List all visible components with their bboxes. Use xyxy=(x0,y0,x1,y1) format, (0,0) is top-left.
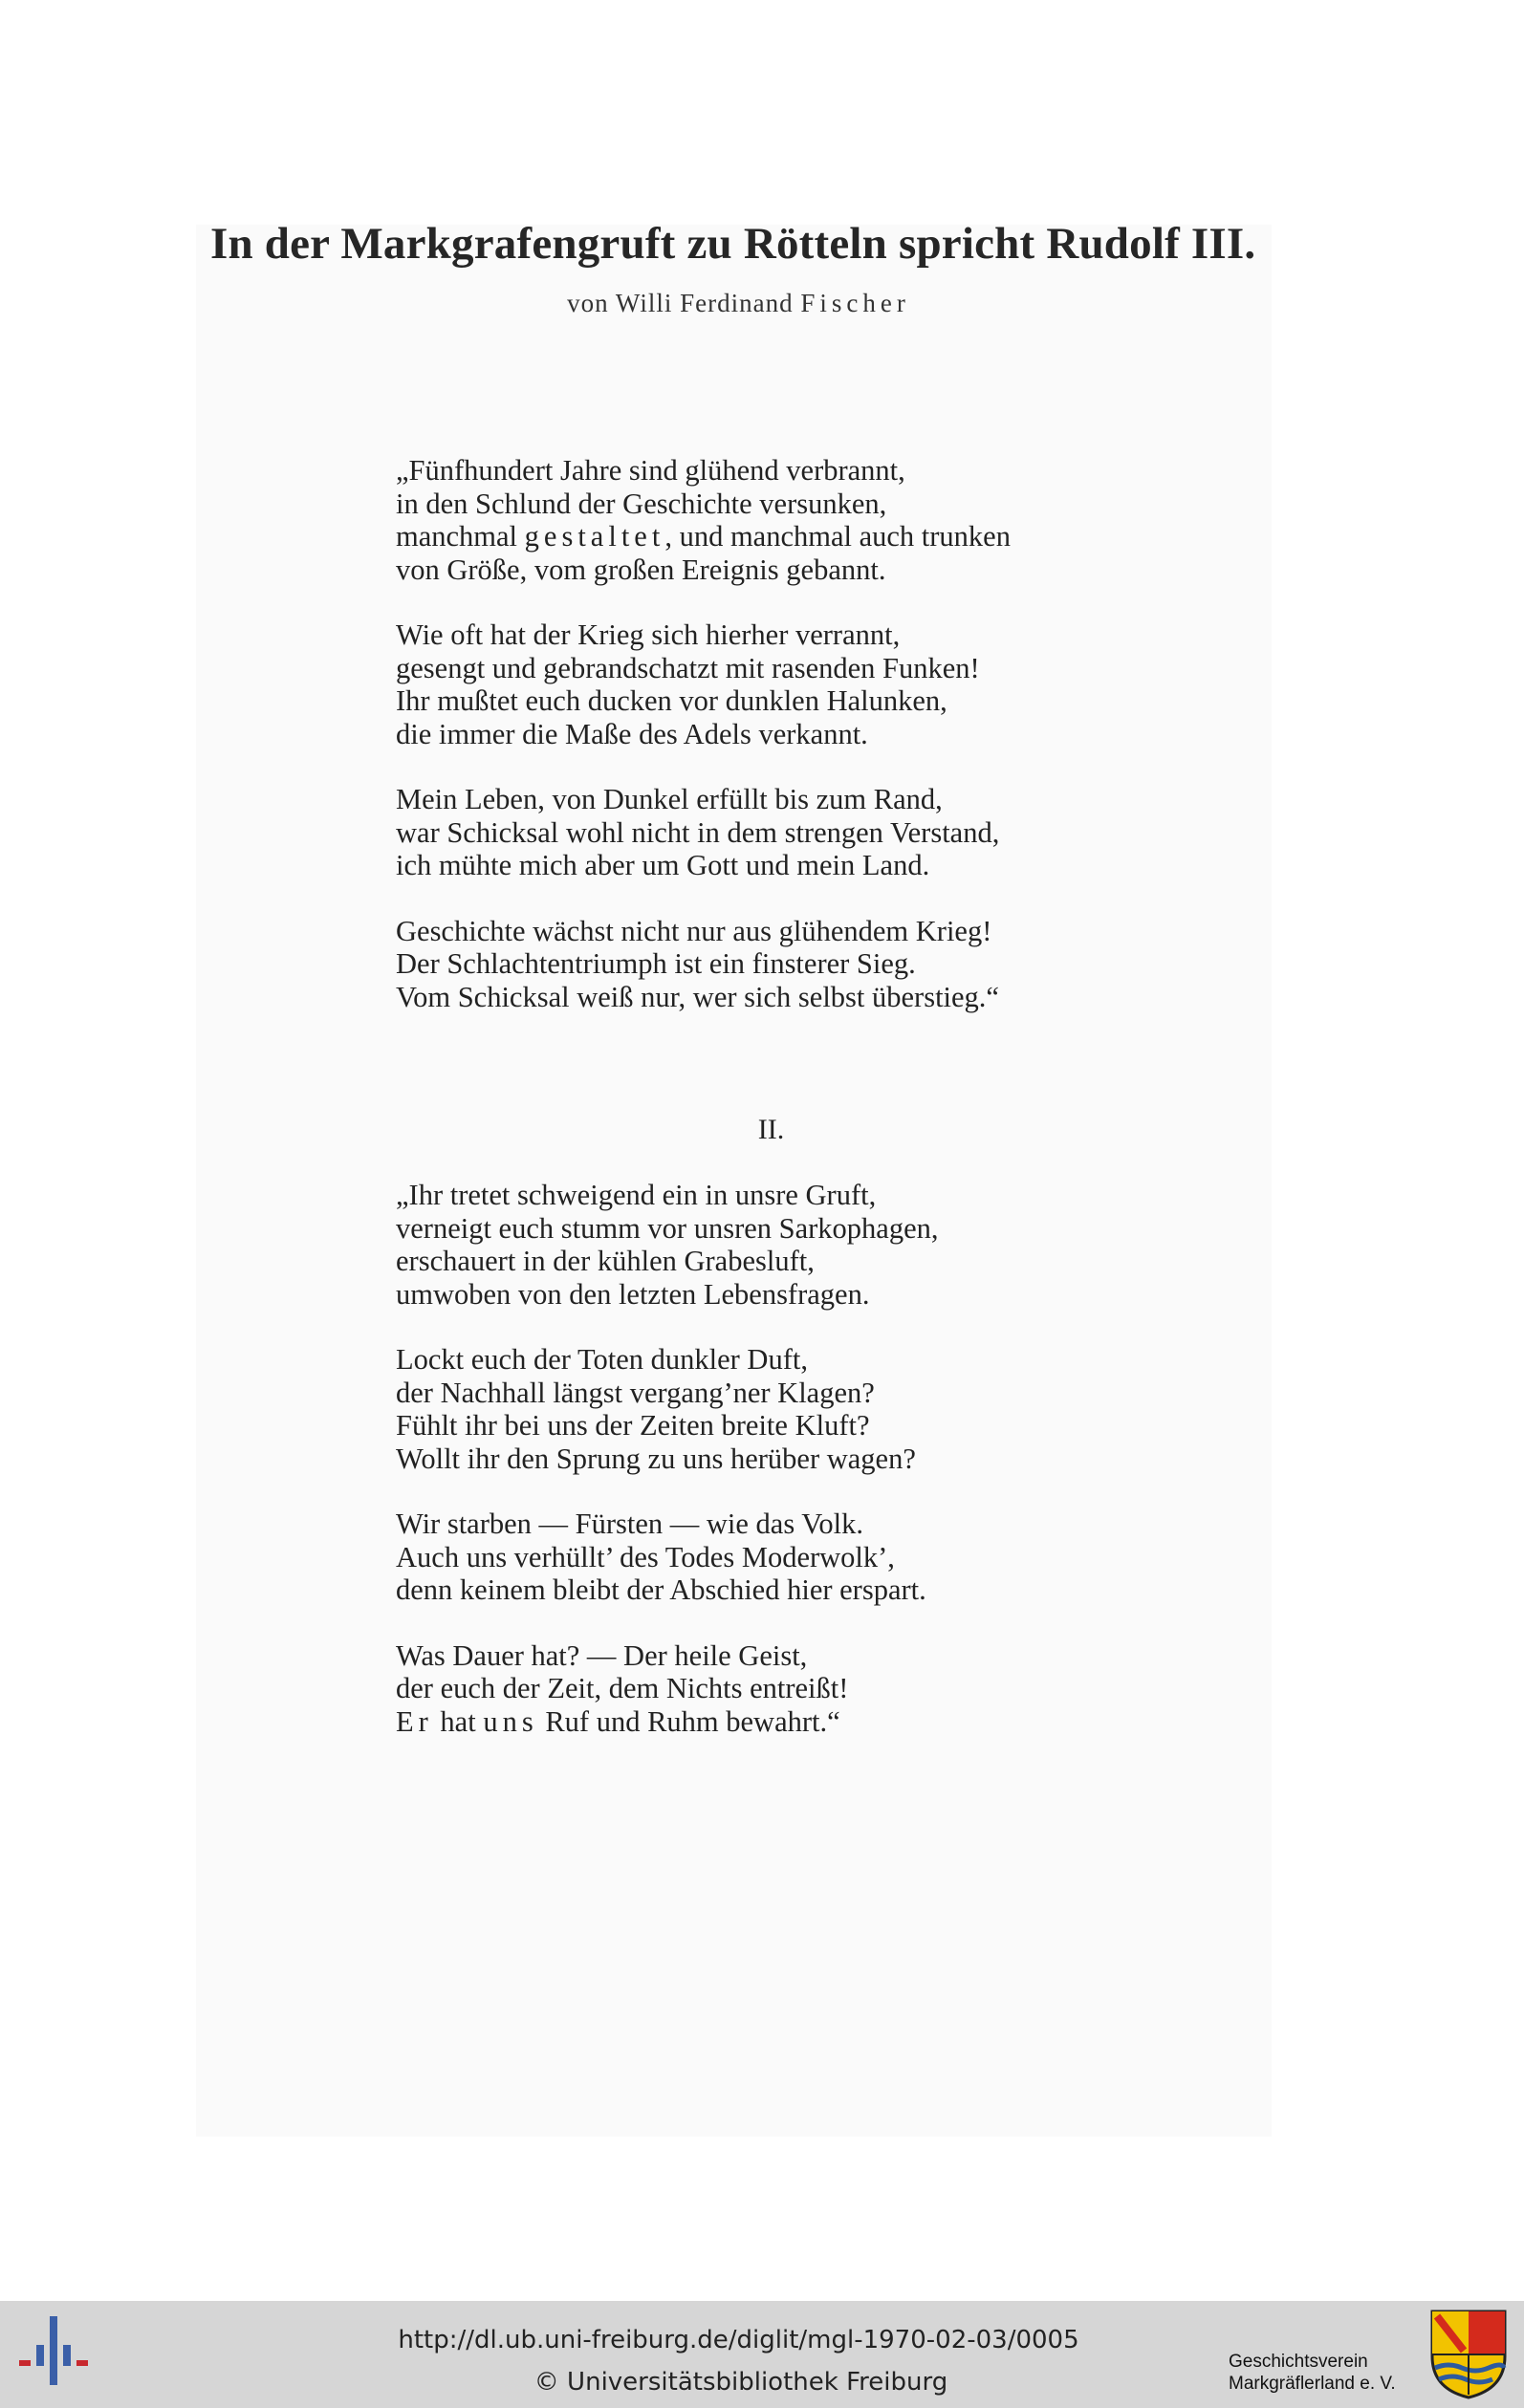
line-text: Der Schlachtentriumph ist ein finsterer Sieg. xyxy=(396,947,916,980)
line-text: „Fünfhundert Jahre sind glühend verbrannt, xyxy=(396,454,905,487)
line-text: Geschichte wächst nicht nur aus glühendem Krieg! xyxy=(396,914,992,947)
footer-bar xyxy=(0,2301,1524,2408)
poem-line xyxy=(396,652,1161,685)
poem-line xyxy=(396,783,1161,816)
poem-line xyxy=(396,1343,1161,1377)
poem-stanza xyxy=(396,454,1161,586)
line-text: Was Dauer hat? — Der heile Geist, xyxy=(396,1638,808,1672)
poem-stanza xyxy=(396,1508,1161,1607)
poem-line xyxy=(396,816,1161,850)
poem-line xyxy=(396,1508,1161,1541)
poem-stanza xyxy=(396,618,1161,750)
society-name-line1: Geschichtsverein xyxy=(1229,2352,1368,2372)
poem-stanza xyxy=(396,1639,1161,1739)
line-text: , und manchmal auch trunken xyxy=(664,520,1011,553)
line-text: erschauert in der kühlen Grabesluft, xyxy=(396,1245,815,1277)
copyright-notice: © Universitätsbibliothek Freiburg xyxy=(533,2368,948,2397)
poem-line xyxy=(396,553,1161,587)
poem-line xyxy=(396,718,1161,751)
line-text: ich mühte mich aber um Gott und mein Land. xyxy=(396,849,930,881)
poem-line xyxy=(396,454,1161,488)
poem-line xyxy=(396,1245,1161,1278)
poem-line xyxy=(396,1212,1161,1246)
poem-line xyxy=(396,488,1161,521)
line-text: denn keinem bleibt der Abschied hier erspart. xyxy=(396,1573,926,1606)
byline-prefix: von Willi Ferdinand xyxy=(567,289,794,317)
line-text: manchmal xyxy=(396,520,525,553)
line-text: in den Schlund der Geschichte versunken, xyxy=(396,487,887,520)
poem-line xyxy=(396,1639,1161,1673)
permalink-url[interactable]: http://dl.ub.uni-freiburg.de/diglit/mgl-1970-02-03/0005 xyxy=(398,2326,1079,2354)
line-text: Vom Schicksal weiß nur, wer sich selbst überstieg.“ xyxy=(396,980,999,1013)
poem-line xyxy=(396,1179,1161,1212)
coat-of-arms-icon xyxy=(1429,2309,1508,2404)
line-text: umwoben von den letzten Lebensfragen. xyxy=(396,1277,870,1311)
byline-surname: Fischer xyxy=(800,289,910,317)
line-text: Mein Leben, von Dunkel erfüllt bis zum Rand, xyxy=(396,783,943,815)
line-text: der Nachhall längst vergang’ner Klagen? xyxy=(396,1376,875,1409)
poem-line xyxy=(396,1377,1161,1410)
line-text: gesengt und gebrandschatzt mit rasenden Funken! xyxy=(396,651,980,684)
poem-part-two xyxy=(396,1179,1161,1770)
poem-stanza xyxy=(396,1179,1161,1311)
line-text: Ruf und Ruhm bewahrt.“ xyxy=(537,1704,840,1738)
poem-part-one xyxy=(396,454,1161,1046)
society-name-line2: Markgräflerland e. V. xyxy=(1229,2374,1396,2394)
poem-line xyxy=(396,1541,1161,1574)
line-text: hat xyxy=(432,1704,484,1738)
poem-stanza xyxy=(396,1343,1161,1475)
line-text: Wollt ihr den Sprung zu uns herüber wagen? xyxy=(396,1442,916,1475)
poem-line xyxy=(396,1443,1161,1476)
poem-line xyxy=(396,981,1161,1014)
line-text: „Ihr tretet schweigend ein in unsre Gruft, xyxy=(396,1179,877,1211)
poem-line xyxy=(396,849,1161,882)
poem-line xyxy=(396,947,1161,981)
spaced-emphasis: uns xyxy=(483,1704,538,1738)
poem-line xyxy=(396,520,1161,553)
line-text: der euch der Zeit, dem Nichts entreißt! xyxy=(396,1672,849,1704)
poem-line xyxy=(396,1672,1161,1705)
poem-stanza xyxy=(396,783,1161,882)
line-text: verneigt euch stumm vor unsren Sarkophagen, xyxy=(396,1211,939,1245)
line-text: Auch uns verhüllt’ des Todes Moderwolk’, xyxy=(396,1540,895,1573)
author-byline xyxy=(0,289,1477,318)
page-title: In der Markgrafengruft zu Rötteln spricht Rudolf III. xyxy=(210,219,1256,270)
line-text: Wir starben — Fürsten — wie das Volk. xyxy=(396,1508,863,1540)
line-text: war Schicksal wohl nicht in dem strengen Verstand, xyxy=(396,815,1000,849)
poem-stanza xyxy=(396,915,1161,1014)
spaced-emphasis: Er xyxy=(396,1704,433,1738)
poem-line xyxy=(396,1409,1161,1443)
poem-line xyxy=(396,1705,1161,1739)
poem-line xyxy=(396,1278,1161,1312)
spaced-emphasis: gestaltet xyxy=(524,520,665,553)
line-text: von Größe, vom großen Ereignis gebannt. xyxy=(396,553,886,586)
line-text: Wie oft hat der Krieg sich hierher verrannt, xyxy=(396,618,901,651)
poem-line xyxy=(396,915,1161,948)
section-numeral: II. xyxy=(757,1114,785,1145)
poem-line xyxy=(396,684,1161,718)
poem-line xyxy=(396,1573,1161,1607)
line-text: Lockt euch der Toten dunkler Duft, xyxy=(396,1343,808,1376)
line-text: Ihr mußtet euch ducken vor dunklen Halunken, xyxy=(396,684,947,717)
line-text: die immer die Maße des Adels verkannt. xyxy=(396,717,868,750)
society-name xyxy=(1229,2351,1448,2395)
line-text: Fühlt ihr bei uns der Zeiten breite Kluft? xyxy=(396,1409,870,1442)
poem-line xyxy=(396,618,1161,652)
